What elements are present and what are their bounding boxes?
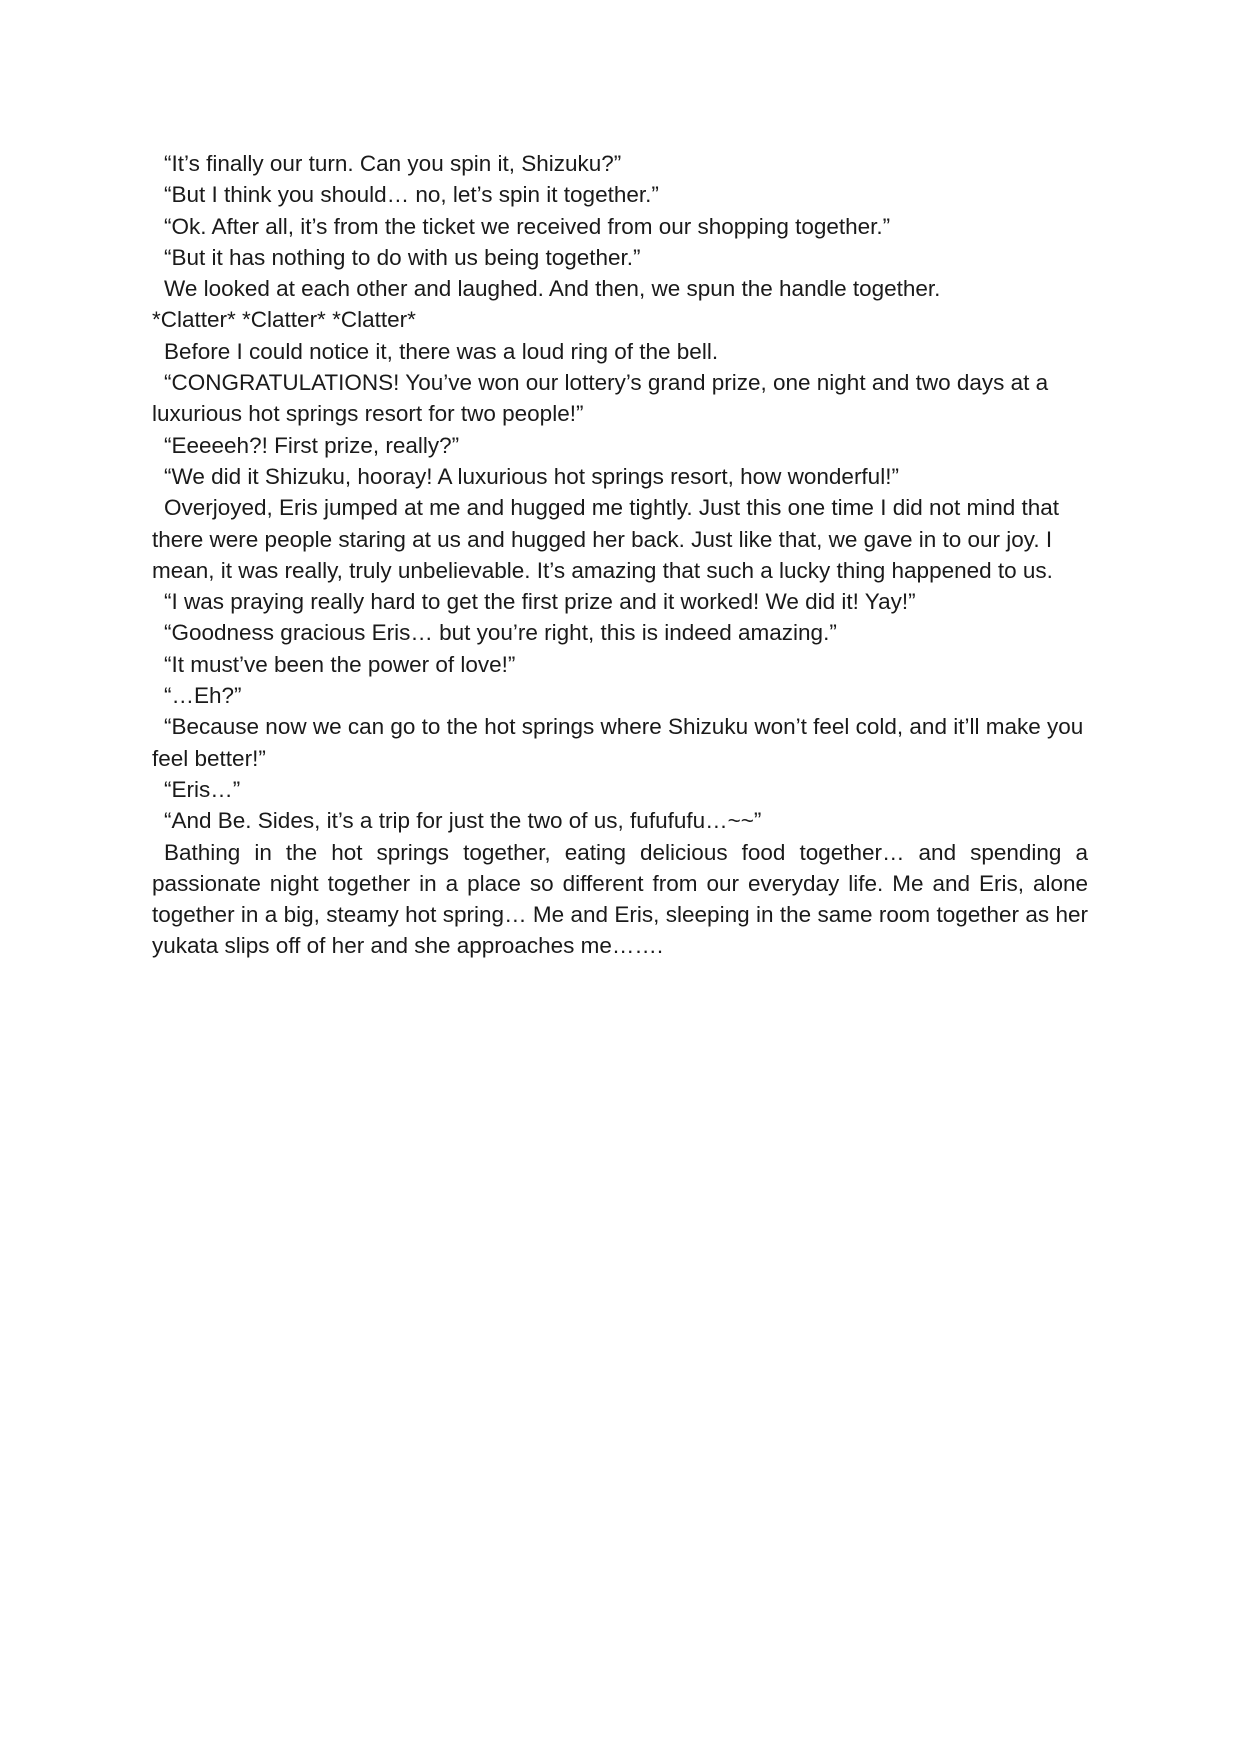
- story-text: [152, 148, 1088, 962]
- paragraph-6-sound-effect: *Clatter* *Clatter* *Clatter*: [152, 307, 416, 333]
- paragraph-16: “Because now we can go to the hot springs where Shizuku won’t feel cold, and it’ll make you feel better!”: [152, 714, 1084, 771]
- paragraph-7: Before I could notice it, there was a loud ring of the bell.: [164, 338, 719, 364]
- paragraph-11: Overjoyed, Eris jumped at me and hugged me tightly. Just this one time I did not mind that there were people staring at us and hugged her back. Just like that, we gave in to our joy. I mean, it was really, truly unbelievable. It’s amazing that such a lucky thing happened to us.: [152, 495, 1060, 583]
- paragraph-9: “Eeeeeh?! First prize, really?”: [164, 432, 460, 458]
- paragraph-12: “I was praying really hard to get the first prize and it worked! We did it! Yay!”: [164, 589, 916, 615]
- paragraph-10: “We did it Shizuku, hooray! A luxurious hot springs resort, how wonderful!”: [164, 463, 899, 489]
- paragraph-13: “Goodness gracious Eris… but you’re right, this is indeed amazing.”: [164, 620, 837, 646]
- paragraph-17: “Eris…”: [164, 776, 241, 802]
- paragraph-15: “…Eh?”: [164, 683, 242, 709]
- paragraph-14: “It must’ve been the power of love!”: [164, 651, 516, 677]
- paragraph-4: “But it has nothing to do with us being together.”: [164, 244, 641, 270]
- paragraph-19: Bathing in the hot springs together, eating delicious food together… and spending a passionate night together in a place so different from our everyday life. Me and Eris, alone together in a big, steamy hot spring… Me and Eris, sleeping in the same room together as her yukata slips off of her and she approaches me…….: [152, 839, 1088, 959]
- paragraph-2: “But I think you should… no, let’s spin it together.”: [164, 182, 659, 208]
- paragraph-1: “It’s finally our turn. Can you spin it, Shizuku?”: [164, 151, 622, 176]
- paragraph-5: We looked at each other and laughed. And then, we spun the handle together.: [164, 276, 941, 302]
- paragraph-18: “And Be. Sides, it’s a trip for just the two of us, fufufufu…~~”: [164, 808, 762, 834]
- paragraph-8: “CONGRATULATIONS! You’ve won our lottery’s grand prize, one night and two days at a luxurious hot springs resort for two people!”: [152, 370, 1049, 427]
- paragraph-3: “Ok. After all, it’s from the ticket we received from our shopping together.”: [164, 213, 891, 239]
